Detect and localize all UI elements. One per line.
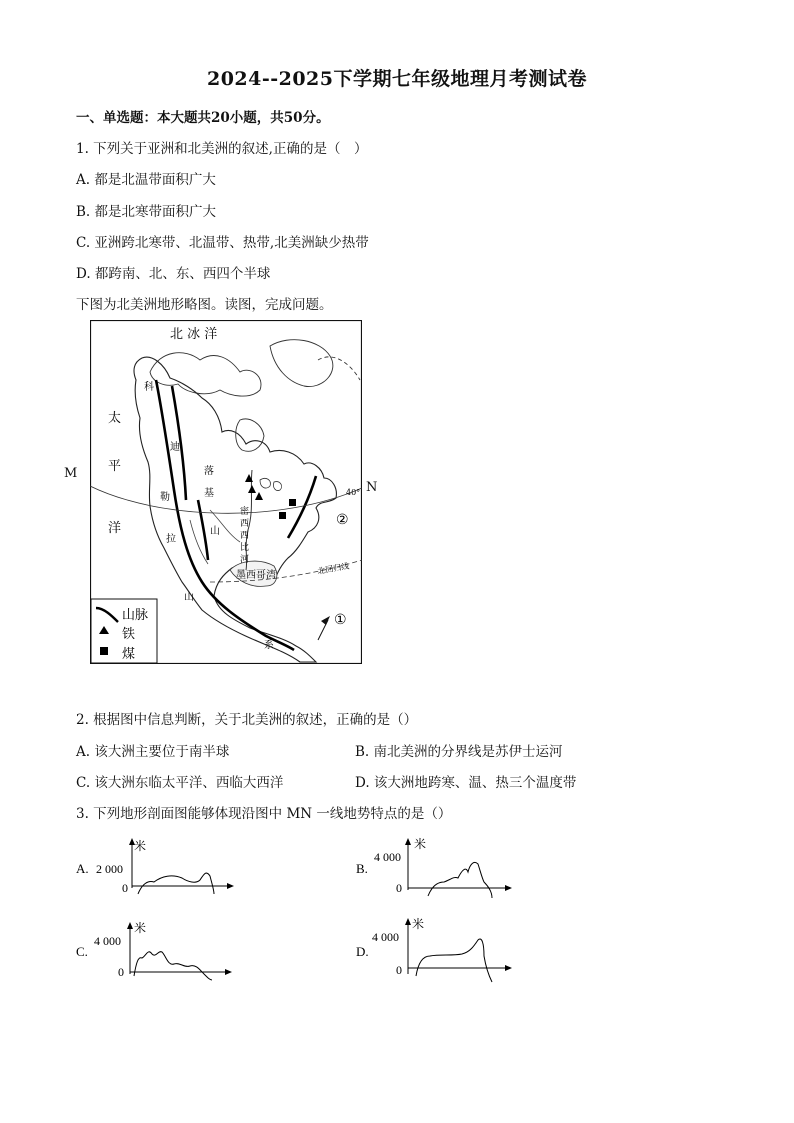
rocky-char-2: 基 <box>204 488 214 499</box>
cordillera-char-1: 科 <box>144 382 154 393</box>
north-america-map <box>90 320 362 664</box>
legend-coal-icon <box>100 647 108 655</box>
profile-c-unit: 米 <box>134 921 147 935</box>
legend-mountain-label: 山脉 <box>122 608 149 623</box>
profile-a-ytick: 2 000 <box>96 862 123 876</box>
map-m-label: M <box>64 466 78 481</box>
circle-2-label: ② <box>336 512 349 528</box>
question-1-stem: 1. 下列关于亚洲和北美洲的叙述,正确的是（ ） <box>76 141 368 157</box>
question-1-option-c: C. 亚洲跨北寒带、北温带、热带,北美洲缺少热带 <box>76 235 369 251</box>
question-2-option-c: C. 该大洲东临太平洋、西临大西洋 <box>76 775 284 791</box>
profile-a <box>72 836 242 896</box>
profile-d-unit: 米 <box>412 917 425 931</box>
pacific-char-2: 平 <box>108 459 122 474</box>
cordillera-char-4: 拉 <box>166 534 176 545</box>
gulf-of-mexico-label: 墨西哥湾 <box>236 570 276 581</box>
coal-symbol <box>279 512 286 519</box>
lat-40-label: 40° <box>346 488 361 497</box>
cordillera-char-5: 山 <box>184 592 194 603</box>
cordillera-char-6: 系 <box>264 640 274 651</box>
profile-a-unit: 米 <box>134 839 147 853</box>
pacific-char-3: 洋 <box>108 521 122 536</box>
tropic-label: 北回归线 <box>316 561 350 576</box>
profile-a-line <box>138 873 214 894</box>
question-1-option-b: B. 都是北寒带面积广大 <box>76 204 217 220</box>
profile-b <box>352 836 522 900</box>
question-3-stem: 3. 下列地形剖面图能够体现沿图中 MN 一线地势特点的是（） <box>76 806 452 822</box>
profile-d-line <box>416 939 492 982</box>
arctic-ocean-label: 北 冰 洋 <box>170 327 218 342</box>
mississippi-char-4: 比 <box>240 543 250 553</box>
profile-c-ytick: 4 000 <box>94 934 121 948</box>
question-1-option-d: D. 都跨南、北、东、西四个半球 <box>76 266 271 282</box>
profile-a-zero: 0 <box>122 881 128 895</box>
map-n-label: N <box>366 480 378 495</box>
cordillera-char-2: 迪 <box>170 442 180 453</box>
profile-b-line <box>428 862 492 898</box>
mississippi-char-5: 河 <box>240 555 250 565</box>
profile-b-zero: 0 <box>396 881 402 895</box>
rocky-char-3: 山 <box>210 526 220 537</box>
question-2-option-b: B. 南北美洲的分界线是苏伊士运河 <box>355 744 563 760</box>
mississippi-char-3: 西 <box>240 531 250 541</box>
coal-symbol <box>289 499 296 506</box>
profile-b-ytick: 4 000 <box>374 850 401 864</box>
profile-c-line <box>134 952 212 980</box>
legend-iron-label: 铁 <box>122 627 136 642</box>
question-2-option-a: A. 该大洲主要位于南半球 <box>76 744 230 760</box>
profile-d <box>352 916 522 984</box>
profile-a-letter: A. <box>76 861 89 876</box>
profile-d-ytick: 4 000 <box>372 930 399 944</box>
mississippi-char-2: 西 <box>240 519 250 529</box>
rocky-char-1: 落 <box>204 466 214 477</box>
mississippi-char-1: 密 <box>240 507 250 517</box>
circle-1-label: ① <box>334 612 347 628</box>
legend-coal-label: 煤 <box>122 647 136 662</box>
map-intro-text: 下图为北美洲地形略图。读图，完成问题。 <box>76 297 333 313</box>
profile-c-zero: 0 <box>118 965 124 979</box>
profile-b-unit: 米 <box>414 837 427 851</box>
section-heading: 一、单选题：本大题共20小题，共50分。 <box>76 110 330 126</box>
question-2-stem: 2. 根据图中信息判断，关于北美洲的叙述，正确的是（） <box>76 712 418 728</box>
question-1-option-a: A. 都是北温带面积广大 <box>76 172 216 188</box>
profile-d-zero: 0 <box>396 963 402 977</box>
profile-d-letter: D. <box>356 944 369 959</box>
cordillera-char-3: 勒 <box>160 492 170 503</box>
profile-c-letter: C. <box>76 944 88 959</box>
profile-b-letter: B. <box>356 861 368 876</box>
pacific-char-1: 太 <box>108 411 122 426</box>
page-title: 2024--2025下学期七年级地理月考测试卷 <box>206 68 588 90</box>
question-2-option-d: D. 该大洲地跨寒、温、热三个温度带 <box>355 775 577 791</box>
profile-c <box>72 918 242 982</box>
